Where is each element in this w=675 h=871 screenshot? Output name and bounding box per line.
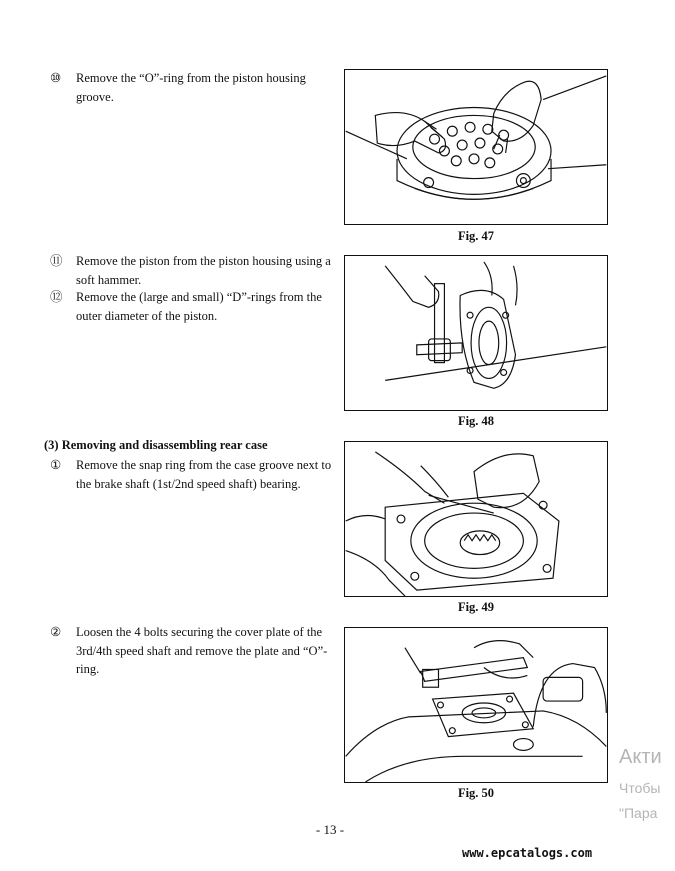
step-text: Loosen the 4 bolts securing the cover plate of the 3rd/4th speed shaft and remove the plate and “O”-ring.: [76, 625, 328, 676]
step-text: Remove the “O”-ring from the piston housing groove.: [76, 71, 306, 104]
figure-48-illustration: [344, 255, 608, 411]
step-1: [50, 456, 335, 493]
figure-47-illustration: [344, 69, 608, 225]
page-number: - 13 -: [315, 822, 345, 837]
figure-50-illustration: [344, 627, 608, 783]
figure-49-caption: Fig. 49: [457, 600, 495, 614]
website-url: www.epcatalogs.com: [462, 846, 593, 860]
step-10: [50, 69, 335, 106]
activation-watermark-line-3: "Пара: [619, 805, 658, 821]
step-2: [50, 623, 335, 679]
step-number: ⑪: [50, 254, 63, 268]
section-heading: (3) Removing and disassembling rear case: [44, 438, 268, 452]
step-number: ②: [50, 625, 62, 639]
activation-watermark-line-1: Акти: [619, 746, 662, 768]
step-text: Remove the piston from the piston housing using a soft hammer.: [76, 254, 331, 287]
figure-48-caption: Fig. 48: [457, 414, 495, 428]
figure-50-caption: Fig. 50: [457, 786, 495, 800]
figure-49-illustration: [344, 441, 608, 597]
step-number: ①: [50, 458, 62, 472]
figure-47-caption: Fig. 47: [457, 229, 495, 243]
step-text: Remove the (large and small) “D”-rings from the outer diameter of the piston.: [76, 290, 322, 323]
step-number: ⑩: [50, 71, 62, 85]
step-number: ⑫: [50, 290, 63, 304]
step-text: Remove the snap ring from the case groove next to the brake shaft (1st/2nd speed shaft) bearing.: [76, 458, 332, 491]
step-12: [50, 288, 335, 325]
step-11: [50, 252, 335, 289]
activation-watermark-line-2: Чтобы: [619, 780, 661, 796]
